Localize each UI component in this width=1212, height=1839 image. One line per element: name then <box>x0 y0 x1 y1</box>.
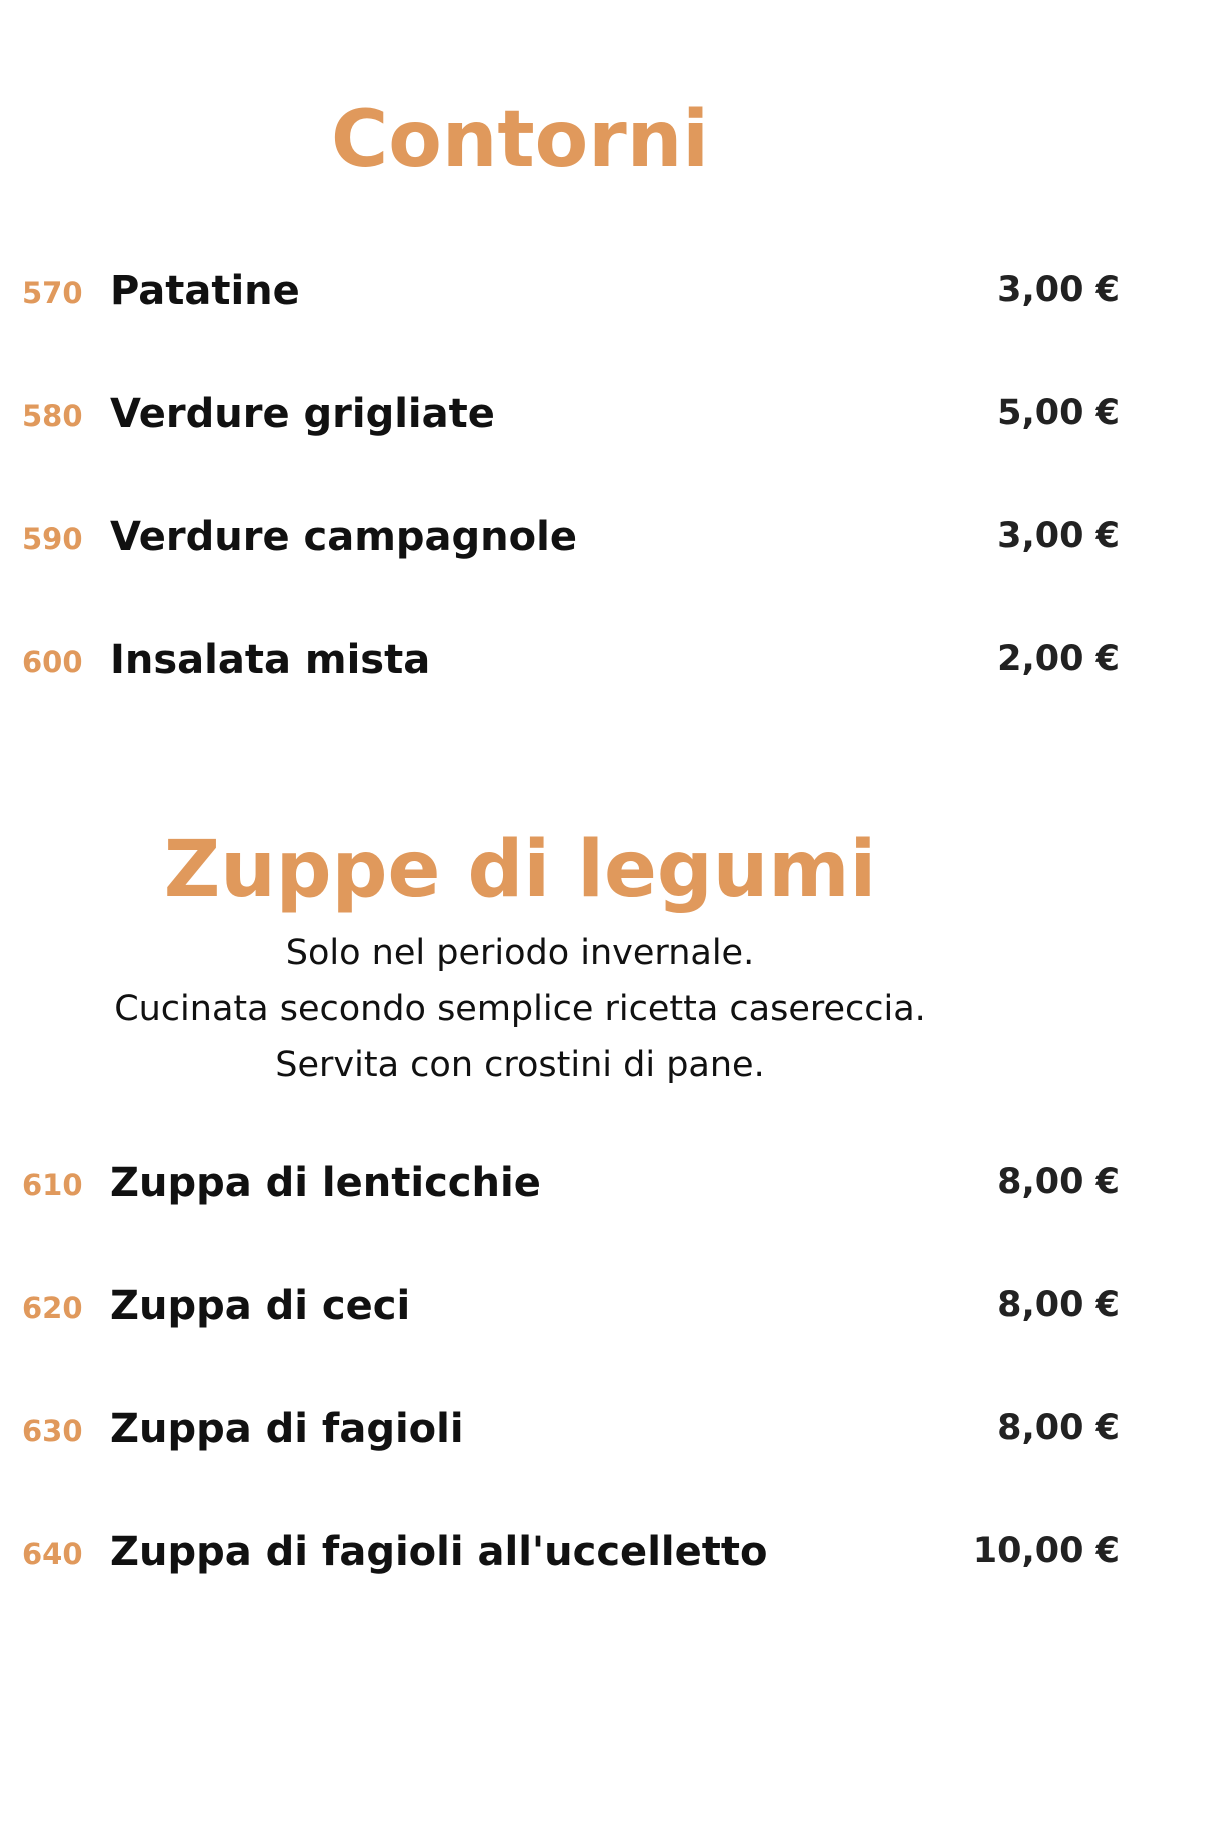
item-price: 5,00 € <box>997 393 1120 433</box>
menu-item <box>0 627 1212 750</box>
item-name: Insalata mista <box>110 637 431 683</box>
item-code: 610 <box>22 1168 83 1202</box>
section-title-zuppe: Zuppe di legumi <box>163 825 877 915</box>
item-code: 570 <box>22 276 83 310</box>
menu-item <box>0 1273 1212 1396</box>
menu-item <box>0 381 1212 504</box>
item-code: 640 <box>22 1537 83 1571</box>
item-price: 8,00 € <box>997 1285 1120 1325</box>
description-line: Cucinata secondo semplice ricetta casereccia. <box>114 989 926 1029</box>
menu-item <box>0 504 1212 627</box>
menu-list-contorni <box>0 258 1212 750</box>
item-code: 620 <box>22 1291 83 1325</box>
item-price: 3,00 € <box>997 516 1120 556</box>
item-price: 8,00 € <box>997 1408 1120 1448</box>
item-price: 10,00 € <box>972 1531 1120 1571</box>
item-price: 2,00 € <box>997 639 1120 679</box>
item-name: Verdure campagnole <box>110 514 577 560</box>
description-line: Servita con crostini di pane. <box>275 1045 765 1085</box>
menu-item <box>0 258 1212 381</box>
item-code: 580 <box>22 399 83 433</box>
item-code: 590 <box>22 522 83 556</box>
item-price: 3,00 € <box>997 270 1120 310</box>
item-name: Zuppa di fagioli <box>110 1406 464 1452</box>
menu-item <box>0 1396 1212 1519</box>
description-line: Solo nel periodo invernale. <box>285 933 755 973</box>
item-name: Zuppa di lenticchie <box>110 1160 541 1206</box>
menu-item <box>0 1519 1212 1642</box>
item-name: Patatine <box>110 268 300 314</box>
item-name: Zuppa di fagioli all'uccelletto <box>110 1529 768 1575</box>
menu-list-zuppe <box>0 1150 1212 1642</box>
item-code: 600 <box>22 645 83 679</box>
section-title-contorni: Contorni <box>331 95 709 185</box>
item-price: 8,00 € <box>997 1162 1120 1202</box>
item-name: Zuppa di ceci <box>110 1283 411 1329</box>
item-code: 630 <box>22 1414 83 1448</box>
section-description <box>0 925 1040 1093</box>
item-name: Verdure grigliate <box>110 391 495 437</box>
menu-item <box>0 1150 1212 1273</box>
